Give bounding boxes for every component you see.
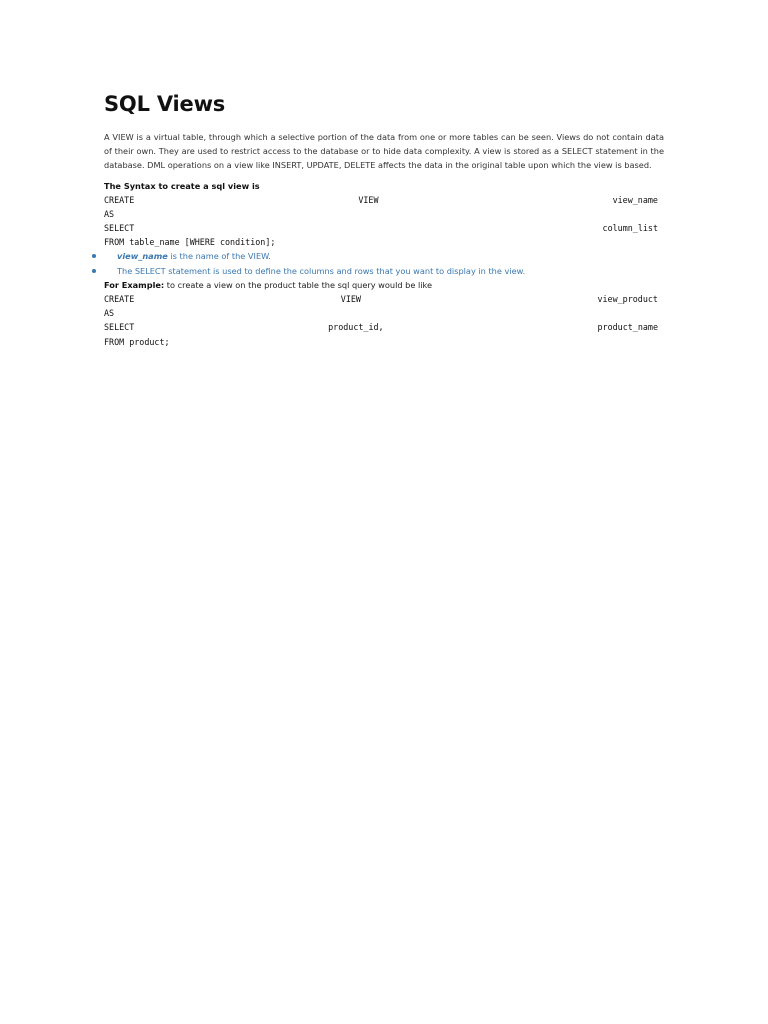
code-line — [104, 335, 664, 349]
code-line — [104, 320, 664, 334]
code-line — [104, 235, 664, 249]
list-item — [90, 264, 650, 278]
code-line — [104, 207, 664, 221]
code-line — [104, 221, 664, 235]
bullet-desc: The SELECT statement is used to define the columns and rows that you want to display in the view. — [117, 265, 526, 276]
code-token: column_list — [602, 222, 658, 233]
code-token: SELECT — [104, 322, 135, 333]
code-line — [104, 193, 664, 207]
bullet-desc: is the name of the VIEW. — [167, 251, 271, 262]
code-line — [104, 306, 664, 320]
page-title: SQL Views — [104, 92, 226, 116]
code-token: CREATE — [104, 194, 135, 205]
code-line — [104, 292, 664, 306]
list-item — [90, 249, 650, 263]
bullet-list — [90, 249, 650, 277]
code-token: AS — [104, 208, 115, 219]
code-token: SELECT — [104, 222, 135, 233]
code-token: view_product — [597, 293, 658, 304]
example-text: to create a view on the product table the sql query would be like — [164, 279, 433, 290]
code-token: FROM product; — [104, 336, 170, 347]
code-token: AS — [104, 308, 115, 319]
code-token: view_name — [612, 194, 658, 205]
intro-paragraph: A VIEW is a virtual table, through which a selective portion of the data from one or more tables can be seen. Views do not contain data of their own. They are used to restrict access to the database or to hide data complexity. A view is stored as a SELECT statement in the database. DML operations on a view like INSERT, UPDATE, DELETE affects the data in the original table upon which the view is based. — [104, 132, 664, 171]
example-label: For Example: — [104, 279, 165, 290]
code-token: VIEW — [358, 194, 379, 205]
syntax-code-block — [104, 193, 664, 250]
example-line — [104, 278, 664, 292]
code-token: product_name — [597, 322, 658, 333]
syntax-heading: The Syntax to create a sql view is — [104, 180, 260, 191]
code-token: product_id, — [328, 322, 384, 333]
code-token: CREATE — [104, 293, 135, 304]
bullet-text — [117, 249, 271, 263]
bullet-icon — [92, 254, 96, 258]
code-token: FROM table_name [WHERE condition]; — [104, 237, 276, 248]
example-code-block — [104, 292, 664, 349]
bullet-term: view_name — [117, 251, 168, 262]
code-token: VIEW — [340, 293, 361, 304]
document-page — [104, 92, 664, 349]
bullet-icon — [92, 269, 96, 273]
